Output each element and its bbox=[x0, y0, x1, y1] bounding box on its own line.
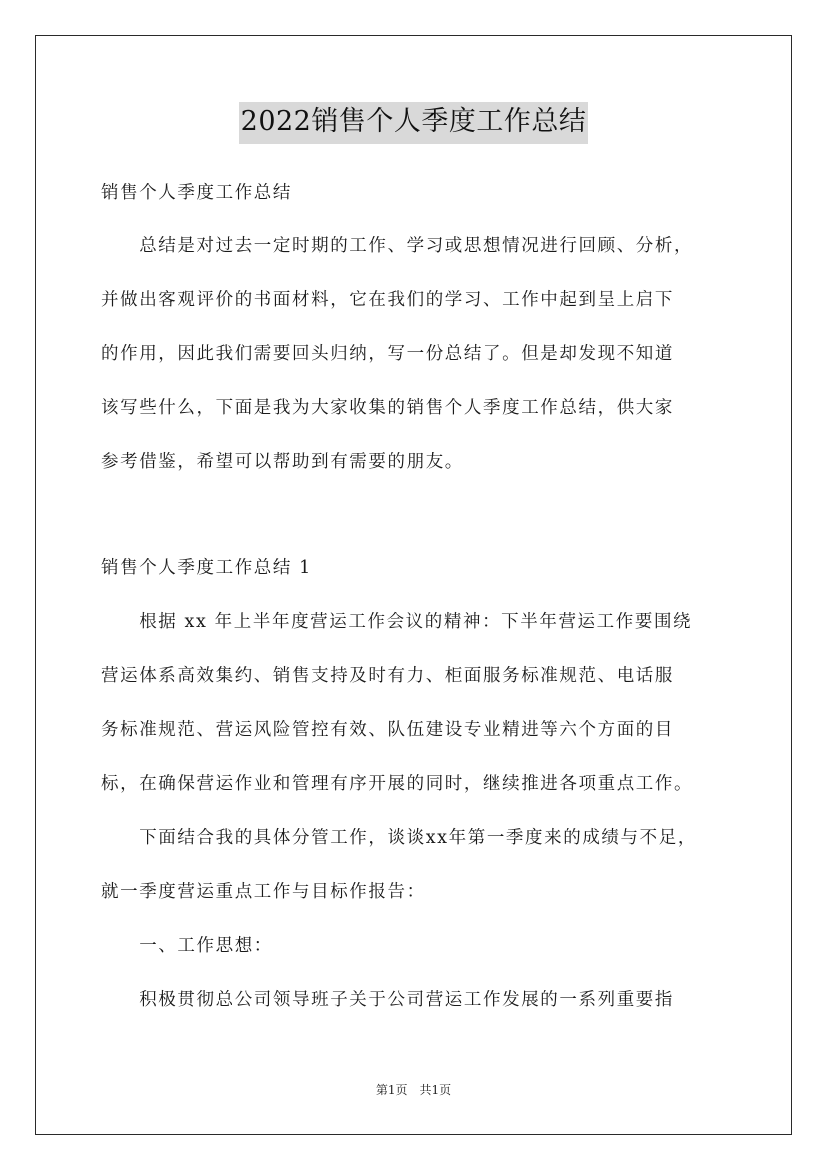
document-subtitle: 销售个人季度工作总结 bbox=[101, 183, 292, 203]
intro-line: 并做出客观评价的书面材料，它在我们的学习、工作中起到呈上启下 bbox=[101, 290, 674, 310]
section-paragraph-1 bbox=[101, 607, 741, 799]
document-title-container bbox=[0, 102, 827, 144]
para-line: 积极贯彻总公司领导班子关于公司营运工作发展的一系列重要指 bbox=[101, 990, 674, 1010]
page-number: 第1页 共1页 bbox=[375, 1083, 452, 1097]
spacer bbox=[101, 907, 741, 931]
list-item-heading: 一、工作思想： bbox=[101, 936, 273, 956]
spacer bbox=[101, 583, 741, 607]
intro-line: 的作用，因此我们需要回头归纳，写一份总结了。但是却发现不知道 bbox=[101, 344, 674, 364]
para-line: 就一季度营运重点工作与目标作报告： bbox=[101, 882, 426, 902]
page-footer bbox=[0, 1082, 827, 1098]
section-paragraph-2 bbox=[101, 823, 741, 907]
document-body bbox=[101, 178, 741, 1015]
document-title: 2022销售个人季度工作总结 bbox=[239, 102, 589, 144]
para-line: 务标准规范、营运风险管控有效、队伍建设专业精进等六个方面的目 bbox=[101, 720, 674, 740]
section-heading: 销售个人季度工作总结 1 bbox=[101, 558, 312, 578]
para-line: 营运体系高效集约、销售支持及时有力、柜面服务标准规范、电话服 bbox=[101, 666, 674, 686]
para-line: 标，在确保营运作业和管理有序开展的同时，继续推进各项重点工作。 bbox=[101, 774, 694, 794]
spacer bbox=[101, 477, 741, 553]
spacer bbox=[101, 961, 741, 985]
intro-line: 参考借鉴，希望可以帮助到有需要的朋友。 bbox=[101, 452, 464, 472]
intro-line: 该写些什么，下面是我为大家收集的销售个人季度工作总结，供大家 bbox=[101, 398, 674, 418]
spacer bbox=[101, 208, 741, 231]
para-line: 根据 xx 年上半年度营运工作会议的精神：下半年营运工作要围绕 bbox=[101, 612, 693, 632]
para-line: 下面结合我的具体分管工作，谈谈xx年第一季度来的成绩与不足， bbox=[101, 828, 697, 848]
spacer bbox=[101, 799, 741, 823]
intro-paragraph bbox=[101, 231, 741, 477]
intro-line: 总结是对过去一定时期的工作、学习或思想情况进行回顾、分析， bbox=[101, 236, 694, 256]
